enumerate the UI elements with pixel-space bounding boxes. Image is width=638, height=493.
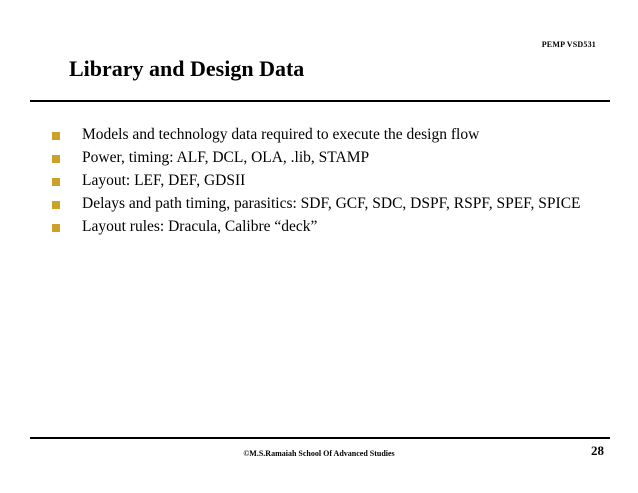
bullet-square-icon xyxy=(52,201,60,209)
bullet-list xyxy=(52,125,592,240)
bullet-square-icon xyxy=(52,224,60,232)
bullet-text: Models and technology data required to execute the design flow xyxy=(82,126,480,143)
bullet-item xyxy=(52,125,592,145)
bullet-item xyxy=(52,217,592,237)
bullet-item xyxy=(52,194,592,214)
title-divider xyxy=(30,100,610,102)
bullet-square-icon xyxy=(52,132,60,140)
course-code: PEMP VSD531 xyxy=(541,40,596,49)
bullet-item xyxy=(52,171,592,191)
bullet-square-icon xyxy=(52,178,60,186)
footer-divider xyxy=(30,437,610,439)
bullet-text: Layout rules: Dracula, Calibre “deck” xyxy=(82,218,318,235)
bullet-text: Power, timing: ALF, DCL, OLA, .lib, STAMP xyxy=(82,149,370,166)
bullet-item xyxy=(52,148,592,168)
slide-title: Library and Design Data xyxy=(69,56,305,81)
footer-credit: ©M.S.Ramaiah School Of Advanced Studies xyxy=(243,449,395,458)
page-number: 28 xyxy=(591,443,604,458)
bullet-text: Delays and path timing, parasitics: SDF, GCF, SDC, DSPF, RSPF, SPEF, SPICE xyxy=(82,195,581,212)
bullet-text: Layout: LEF, DEF, GDSII xyxy=(82,172,246,189)
bullet-square-icon xyxy=(52,155,60,163)
